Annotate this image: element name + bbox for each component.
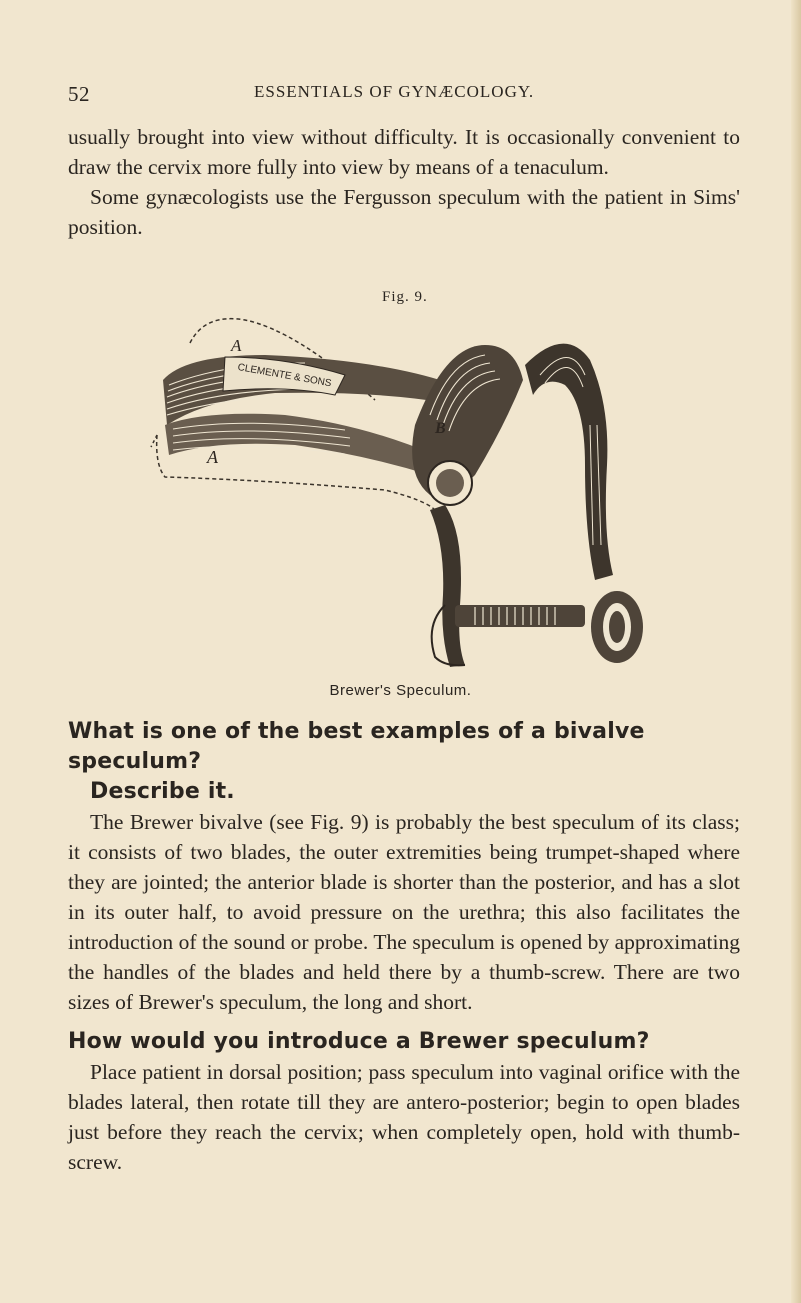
question-heading-2: How would you introduce a Brewer speculum? [68, 1029, 650, 1054]
label-a-left: A [207, 447, 218, 467]
question-1-line-1: What is one of the best examples of a bivalve speculum? [68, 719, 645, 774]
section-introduce [68, 1027, 740, 1177]
intro-paragraph-1: usually brought into view without difficulty. It is occasionally convenient to draw the cervix more fully into view by means of a tenaculum. [68, 125, 740, 179]
running-head: ESSENTIALS OF GYNÆCOLOGY. [254, 82, 535, 101]
section-bivalve [68, 717, 740, 1017]
intro-text [68, 122, 740, 242]
label-b: B [435, 420, 446, 437]
answer-paragraph-1: The Brewer bivalve (see Fig. 9) is probably the best speculum of its class; it consists of two blades, the outer extremities being trumpet-shaped where they are jointed; the anterior blade is shorter than the posterior, and has a slot in its outer half, to avoid pressure on the urethra; this also facilitates the introduction of the sound or probe. The speculum is opened by approximating the handles of the blades and held there by a thumb-screw. There are two sizes of Brewer's speculum, the long and short. [68, 810, 740, 1014]
intro-paragraph-2: Some gynæcologists use the Fergusson speculum with the patient in Sims' position. [68, 185, 740, 239]
engraving-text: CLEMENTE & SONS [236, 361, 333, 390]
question-1-line-2: Describe it. [90, 779, 235, 804]
figure-caption: Brewer's Speculum. [329, 682, 472, 699]
speculum-illustration [145, 305, 655, 685]
question-heading-1 [68, 717, 740, 807]
label-a-top: A [231, 336, 242, 355]
page-number: 52 [68, 82, 90, 106]
page-edge [791, 0, 801, 1303]
answer-paragraph-2: Place patient in dorsal position; pass speculum into vaginal orifice with the blades lateral, then rotate till they are antero-posterior; begin to open blades just before they reach the cervix; when completely open, hold with thumb-screw. [68, 1060, 740, 1174]
figure-label: Fig. 9. [382, 289, 428, 305]
